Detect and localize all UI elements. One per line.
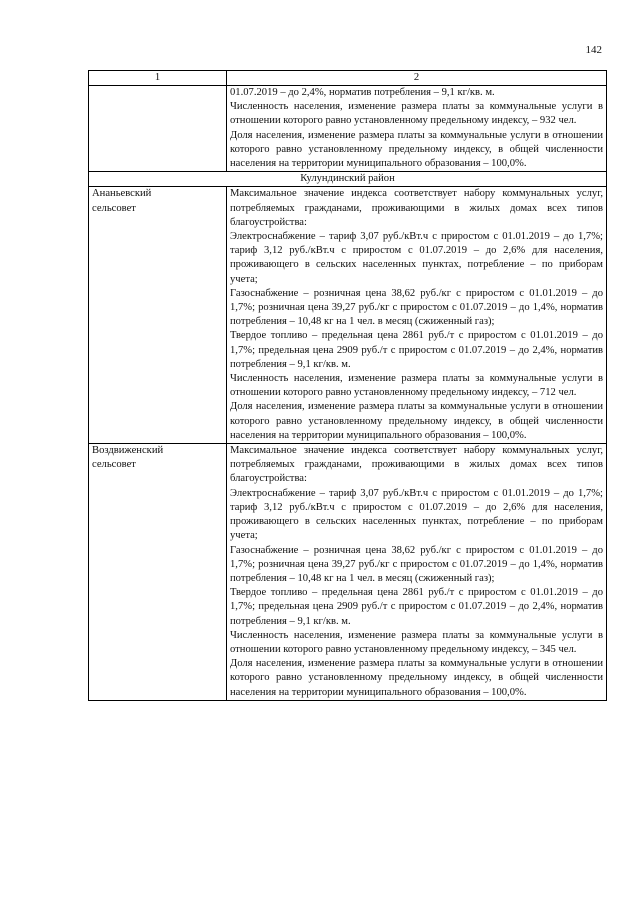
section-row bbox=[89, 172, 607, 187]
paragraph: Численность населения, изменение размера платы за коммунальные услуги в отношении которого равно установленному предельному индексу, – 712 чел. bbox=[230, 373, 603, 399]
paragraph: Электроснабжение – тариф 3,07 руб./кВт.ч с приростом с 01.01.2019 – до 1,7%; тариф 3,12 руб./кВт.ч с приростом с 01.07.2019 – до 2,6% для населения, проживающего в сельских населенных пунктах, потребление – по приборам учета; bbox=[230, 487, 603, 542]
continuation-row bbox=[89, 86, 607, 172]
table-row bbox=[89, 187, 607, 444]
paragraph: Максимальное значение индекса соответствует набору коммунальных услуг, потребляемых гражданами, проживающими в жилых домах всех типов благоустройства: bbox=[230, 445, 603, 485]
paragraph: Газоснабжение – розничная цена 38,62 руб./кг с приростом с 01.01.2019 – до 1,7%; розничная цена 39,27 руб./кг с приростом с 01.07.2019 – до 1,4%, норматив потребления – 10,48 кг на 1 чел. в месяц (сжиженный газ); bbox=[230, 544, 603, 584]
column-header-2: 2 bbox=[227, 71, 607, 86]
paragraph: Численность населения, изменение размера платы за коммунальные услуги в отношении которого равно установленному предельному индексу, – 932 чел. bbox=[230, 101, 603, 127]
paragraph: Доля населения, изменение размера платы за коммунальные услуги в отношении которого равно установленному предельному индексу, в общей численности населения на территории муниципального образования – 100,0%. bbox=[230, 129, 603, 170]
paragraph: Твердое топливо – предельная цена 2861 руб./т с приростом с 01.01.2019 – до 1,7%; предельная цена 2909 руб./т с приростом с 01.07.2019 – до 2,4%, норматив потребления – 9,1 кг/кв. м. bbox=[230, 587, 603, 627]
paragraph: Твердое топливо – предельная цена 2861 руб./т с приростом с 01.01.2019 – до 1,7%; предельная цена 2909 руб./т с приростом с 01.07.2019 – до 2,4%, норматив потребления – 9,1 кг/кв. м. bbox=[230, 330, 603, 370]
section-title: Кулундинский район bbox=[89, 172, 607, 187]
tariff-table bbox=[88, 70, 607, 701]
paragraph: Доля населения, изменение размера платы за коммунальные услуги в отношении которого равно установленному предельному индексу, в общей численности населения на территории муниципального образования – 100,0%. bbox=[230, 658, 603, 698]
page-number: 142 bbox=[585, 44, 602, 56]
column-header-1: 1 bbox=[89, 71, 227, 86]
municipality-name: Воздвиженский сельсовет bbox=[89, 444, 227, 701]
paragraph: Численность населения, изменение размера платы за коммунальные услуги в отношении которого равно установленному предельному индексу, – 345 чел. bbox=[230, 629, 603, 655]
continuation-content-cell bbox=[227, 86, 607, 172]
paragraph: Максимальное значение индекса соответствует набору коммунальных услуг, потребляемых гражданами, проживающими в жилых домах всех типов благоустройства: bbox=[230, 188, 603, 228]
continuation-name-cell bbox=[89, 86, 227, 172]
paragraph: Доля населения, изменение размера платы за коммунальные услуги в отношении которого равно установленному предельному индексу, в общей численности населения на территории муниципального образования – 100,0%. bbox=[230, 401, 603, 441]
table-row bbox=[89, 444, 607, 701]
municipality-content bbox=[227, 187, 607, 444]
municipality-content bbox=[227, 444, 607, 701]
paragraph: Электроснабжение – тариф 3,07 руб./кВт.ч с приростом с 01.01.2019 – до 1,7%; тариф 3,12 руб./кВт.ч с приростом с 01.07.2019 – до 2,6% для населения, проживающего в сельских населенных пунктах, потребление – по приборам учета; bbox=[230, 231, 603, 285]
table-header-row bbox=[89, 71, 607, 86]
municipality-name: Ананьевский сельсовет bbox=[89, 187, 227, 444]
paragraph: 01.07.2019 – до 2,4%, норматив потребления – 9,1 кг/кв. м. bbox=[230, 87, 495, 98]
paragraph: Газоснабжение – розничная цена 38,62 руб./кг с приростом с 01.01.2019 – до 1,7%; розничная цена 39,27 руб./кг с приростом с 01.07.2019 – до 1,4%, норматив потребления – 10,48 кг на 1 чел. в месяц (сжиженный газ); bbox=[230, 287, 603, 328]
